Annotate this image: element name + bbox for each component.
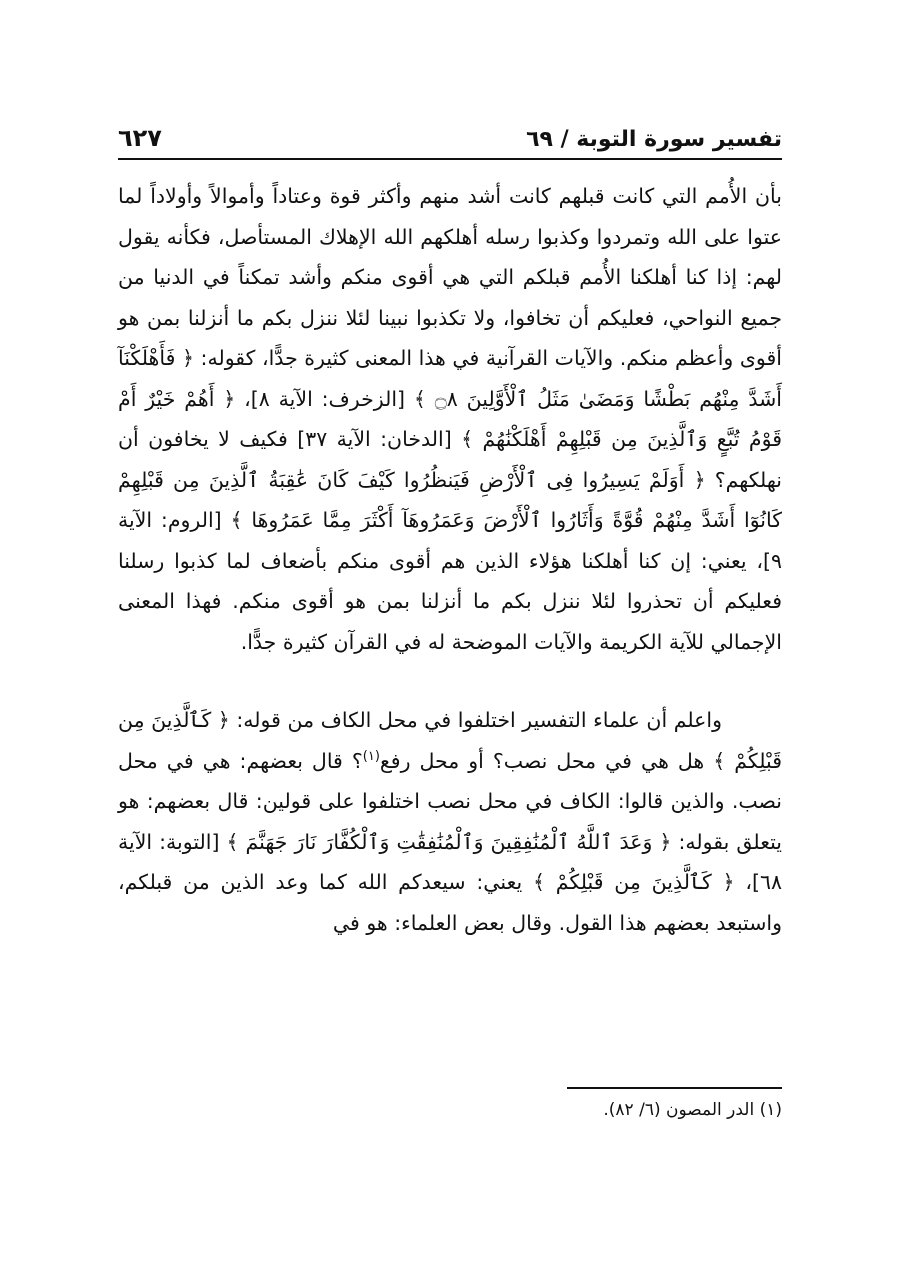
footnote-reference[interactable]: (١): [362, 748, 380, 764]
page-header: [118, 112, 782, 160]
running-title: تفسير سورة التوبة / ٦٩: [526, 127, 782, 152]
paragraph-1: بأن الأُمم التي كانت قبلهم كانت أشد منهم وأكثر قوة وعتاداً وأموالاً وأولاداً لما عتوا على الله وتمردوا وكذبوا رسله أهلكهم الله الإهلاك المستأصل، فكأنه يقول لهم: إذا كنا أهلكنا الأُمم قبلكم التي هي أقوى منكم وأشد تمكناً في الدنيا من جميع النواحي، فعليكم أن تخافوا، ولا تكذبوا نبينا لئلا ننزل بكم ما أنزلنا بمن هو أقوى وأعظم منكم. والآيات القرآنية في هذا المعنى كثيرة جدًّا، كقوله: ﴿ فَأَهْلَكْنَآ أَشَدَّ مِنْهُم بَطْشًا وَمَضَىٰ مَثَلُ ٱلْأَوَّلِينَ ۝٨ ﴾ [الزخرف: الآية ٨]، ﴿ أَهُمْ خَيْرٌ أَمْ قَوْمُ تُبَّعٍ وَٱلَّذِينَ مِن قَبْلِهِمْ أَهْلَكْنَٰهُمْ ﴾ [الدخان: الآية ٣٧] فكيف لا يخافون أن نهلكهم؟ ﴿ أَوَلَمْ يَسِيرُوا فِى ٱلْأَرْضِ فَيَنظُرُوا كَيْفَ كَانَ عَٰقِبَةُ ٱلَّذِينَ مِن قَبْلِهِمْ كَانُوٓا أَشَدَّ مِنْهُمْ قُوَّةً وَأَثَارُوا ٱلْأَرْضَ وَعَمَرُوهَآ أَكْثَرَ مِمَّا عَمَرُوهَا ﴾ [الروم: الآية ٩]، يعني: إن كنا أهلكنا هؤلاء الذين هم أقوى منكم بأضعاف لما كذبوا رسلنا فعليكم أن تحذروا لئلا ننزل بكم ما أنزلنا بمن هو أقوى منكم. فهذا المعنى الإجمالي للآية الكريمة والآيات الموضحة له في القرآن كثيرة جدًّا.: [118, 184, 783, 654]
body-text: [118, 176, 782, 943]
book-page: [118, 112, 782, 1211]
paragraph-2: [118, 700, 782, 943]
page-number: ٦٢٧: [118, 124, 162, 152]
paragraph-2-text-a: واعلم أن علماء التفسير اختلفوا في محل الكاف من قوله: ﴿ كَٱلَّذِينَ مِن قَبْلِكُمْ ﴾ هل هي في محل نصب؟ أو محل رفع: [118, 708, 782, 773]
paragraph-2-text-b: ؟ قال بعضهم: هي في محل نصب. والذين قالوا: الكاف في محل نصب اختلفوا على قولين: قال بعضهم: هو يتعلق بقوله: ﴿ وَعَدَ ٱللَّهُ ٱلْمُنَٰفِقِينَ وَٱلْمُنَٰفِقَٰتِ وَٱلْكُفَّارَ نَارَ جَهَنَّمَ ﴾ [التوبة: الآية ٦٨]، ﴿ كَٱلَّذِينَ مِن قَبْلِكُمْ ﴾ يعني: سيعدكم الله كما وعد الذين من قبلكم، واستبعد بعضهم هذا القول. وقال بعض العلماء: هو في: [118, 748, 782, 935]
footnote: (١) الدر المصون (٦/ ٨٢).: [603, 1100, 782, 1120]
footnote-divider: [567, 1087, 782, 1089]
